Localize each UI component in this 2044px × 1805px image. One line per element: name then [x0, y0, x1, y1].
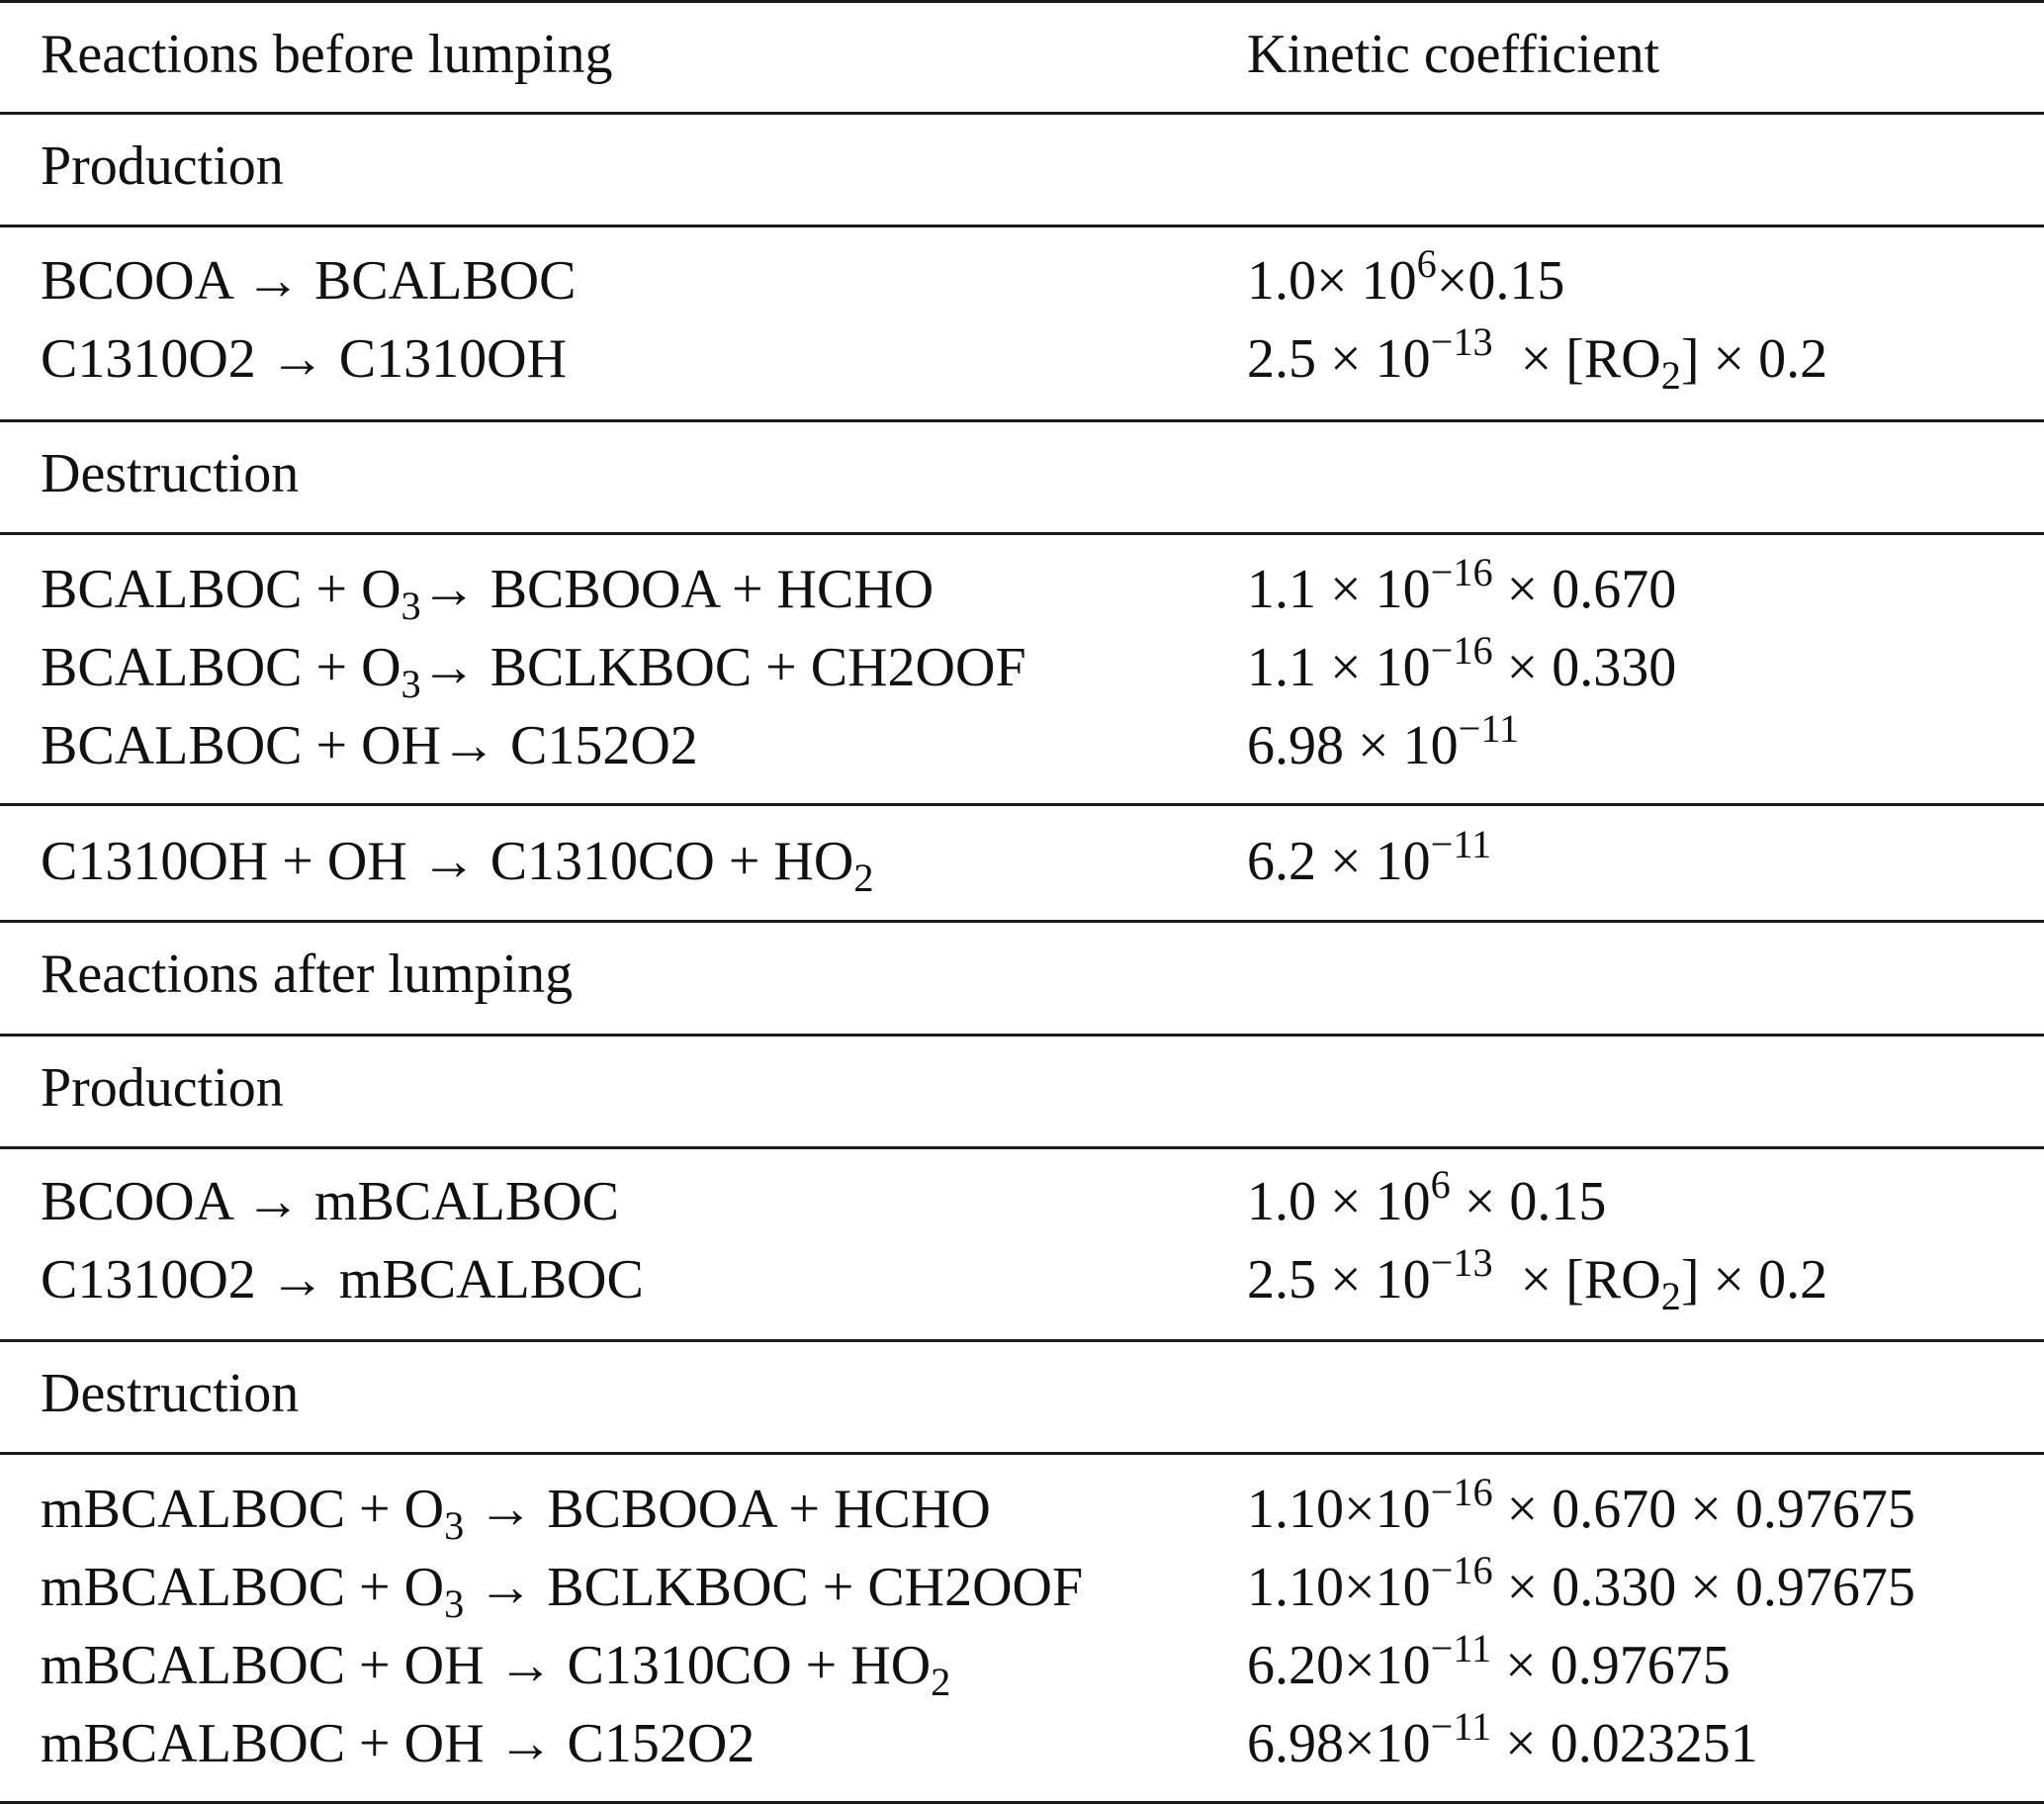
reaction-cell: BCOOA → mBCALBOC	[41, 1171, 619, 1232]
rule-header	[0, 112, 2044, 115]
rule-5	[0, 920, 2044, 923]
coefficient-cell: $1.1 \times 10^{-16} \times 0.330$	[1247, 627, 1677, 698]
rule-2	[0, 419, 2044, 422]
coefficient-cell: $1.10\times 10^{-16} \times 0.330 \times 0.97675$	[1247, 1547, 1915, 1618]
coefficient-cell: $1.0 \times 10^6 \times 0.15$	[1247, 1161, 1607, 1232]
coefficient-cell: $1.0\times 10^6\times 0.15$	[1247, 240, 1565, 312]
section-after-lumping: Reactions after lumping	[41, 944, 574, 1005]
rule-8	[0, 1339, 2044, 1342]
rule-1	[0, 225, 2044, 227]
coefficient-cell: $6.20\times 10^{-11} \times 0.97675$	[1247, 1625, 1731, 1696]
coefficient-cell: $1.1 \times 10^{-16} \times 0.670$	[1247, 549, 1677, 620]
rule-9	[0, 1452, 2044, 1455]
rule-bottom	[0, 1801, 2044, 1804]
section-destruction: Destruction	[41, 1363, 300, 1424]
coefficient-cell: $6.2 \times 10^{-11}$	[1247, 821, 1492, 892]
coefficient-cell: $6.98 \times 10^{-11}$	[1247, 705, 1520, 776]
section-production: Production	[41, 135, 284, 197]
reaction-cell: BCALBOC + $O_3\to$ BCBOOA + HCHO	[41, 559, 934, 629]
reaction-cell: C1310O2 → mBCALBOC	[41, 1249, 644, 1310]
reaction-cell: BCALBOC + OH→ C152O2	[41, 715, 698, 776]
header-kinetic-coefficient: Kinetic coefficient	[1247, 24, 1660, 85]
coefficient-cell: $1.10\times 10^{-16} \times 0.670 \times 0.97675$	[1247, 1469, 1915, 1540]
reaction-cell: mBCALBOC + $O_3$ → BCLKBOC + CH2OOF	[41, 1557, 1084, 1627]
rule-3	[0, 532, 2044, 535]
rule-top	[0, 0, 2044, 3]
coefficient-cell: $6.98\times 10^{-11} \times 0.023251$	[1247, 1703, 1758, 1774]
rule-7	[0, 1146, 2044, 1149]
coefficient-cell: $2.5 \times 10^{-13} \times [RO_2] \times 0.2$	[1247, 318, 1828, 399]
reaction-cell: C1310OH + OH → $C1310CO + HO_2$	[41, 831, 874, 901]
reaction-cell: C1310O2 → C1310OH	[41, 328, 568, 390]
section-destruction: Destruction	[41, 443, 300, 504]
reaction-cell: mBCALBOC + OH → $C1310CO + HO_2$	[41, 1635, 951, 1705]
header-reactions: Reactions before lumping	[41, 24, 613, 85]
section-production: Production	[41, 1057, 284, 1119]
rule-4	[0, 803, 2044, 806]
reaction-cell: mBCALBOC + $O_3$ → BCBOOA + HCHO	[41, 1479, 991, 1549]
reaction-cell: BCOOA → BCALBOC	[41, 250, 577, 312]
coefficient-cell: $2.5 \times 10^{-13} \times [RO_2] \times 0.2$	[1247, 1239, 1828, 1319]
reaction-cell: BCALBOC + $O_3\to$ BCLKBOC + CH2OOF	[41, 637, 1026, 707]
reaction-cell: mBCALBOC + OH → C152O2	[41, 1713, 755, 1774]
rule-6	[0, 1034, 2044, 1037]
